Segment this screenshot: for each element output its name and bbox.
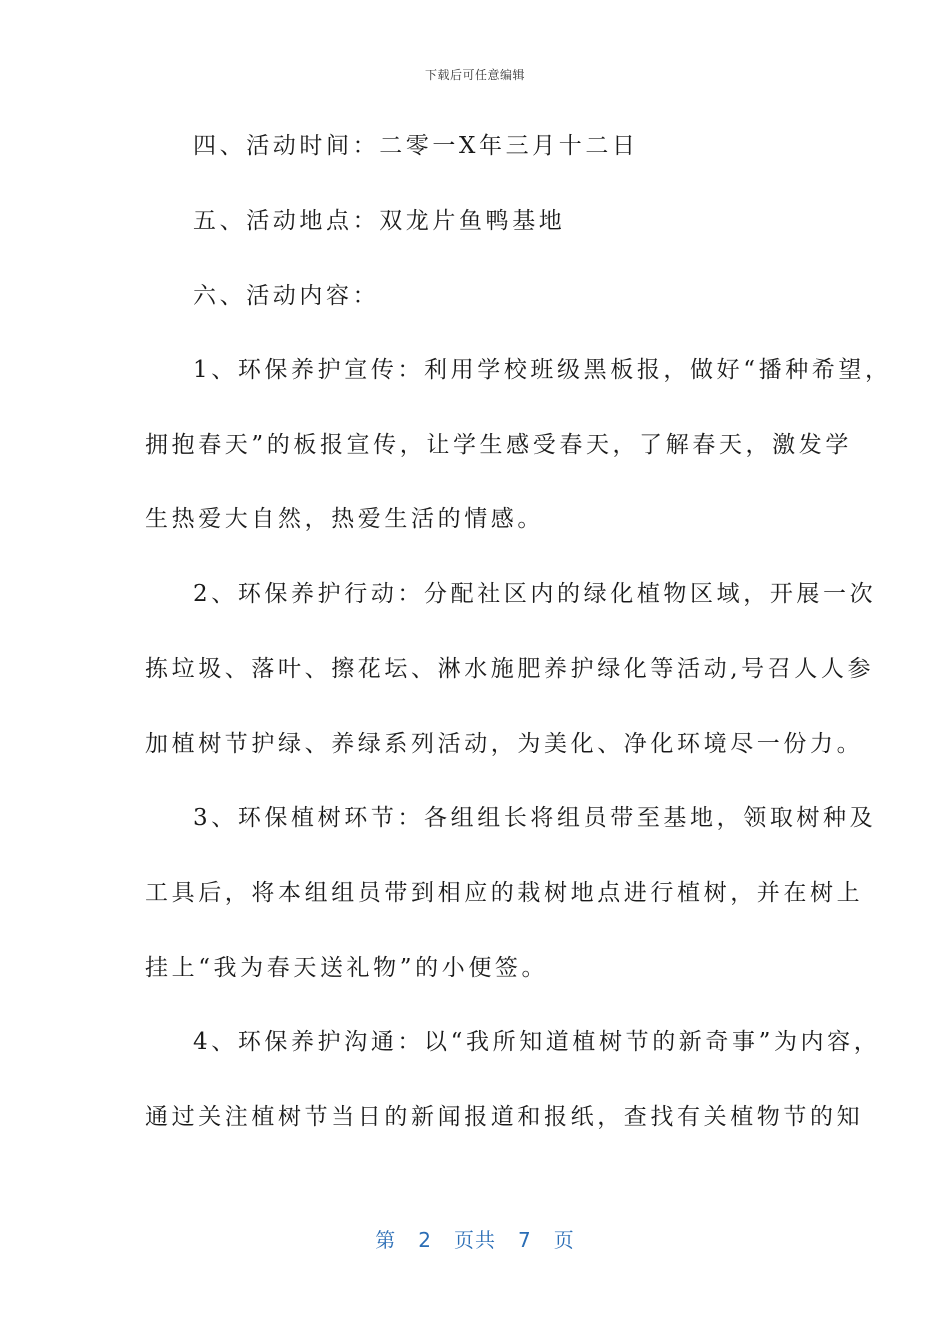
- text-line-item-2-c: 加植树节护绿、养绿系列活动，为美化、净化环境尽一份力。: [145, 731, 864, 757]
- header-note: 下载后可任意编辑: [424, 68, 525, 82]
- text-line-activity-content: 六、活动内容：: [193, 283, 380, 309]
- text-line-item-4-a: 4、环保养护沟通：以“我所知道植树节的新奇事”为内容，: [193, 1029, 881, 1055]
- page-label-suffix: 页: [553, 1228, 575, 1252]
- text-line-item-3-b: 工具后，将本组组员带到相应的栽树地点进行植树，并在树上: [145, 880, 864, 906]
- text-line-activity-time: 四、活动时间：二零一X年三月十二日: [193, 133, 639, 159]
- page-current: 2: [418, 1228, 432, 1252]
- text-line-item-1-c: 生热爱大自然，热爱生活的情感。: [145, 506, 544, 532]
- page-label-prefix: 第: [375, 1228, 397, 1252]
- page-footer: [0, 1224, 950, 1253]
- page-total: 7: [518, 1228, 532, 1252]
- page-label-mid: 页共: [454, 1228, 496, 1252]
- text-line-item-1-a: 1、环保养护宣传：利用学校班级黑板报，做好“播种希望，: [193, 357, 892, 383]
- text-line-item-4-b: 通过关注植树节当日的新闻报道和报纸，查找有关植物节的知: [145, 1104, 864, 1130]
- text-line-item-1-b: 拥抱春天”的板报宣传，让学生感受春天，了解春天，激发学: [145, 432, 852, 458]
- text-line-item-3-c: 挂上“我为春天送礼物”的小便签。: [145, 955, 549, 981]
- text-line-item-2-b: 拣垃圾、落叶、擦花坛、淋水施肥养护绿化等活动,号召人人参: [145, 656, 875, 682]
- text-line-activity-location: 五、活动地点：双龙片鱼鸭基地: [193, 208, 566, 234]
- text-line-item-3-a: 3、环保植树环节：各组组长将组员带至基地，领取树种及: [193, 805, 877, 831]
- text-line-item-2-a: 2、环保养护行动：分配社区内的绿化植物区域，开展一次: [193, 581, 877, 607]
